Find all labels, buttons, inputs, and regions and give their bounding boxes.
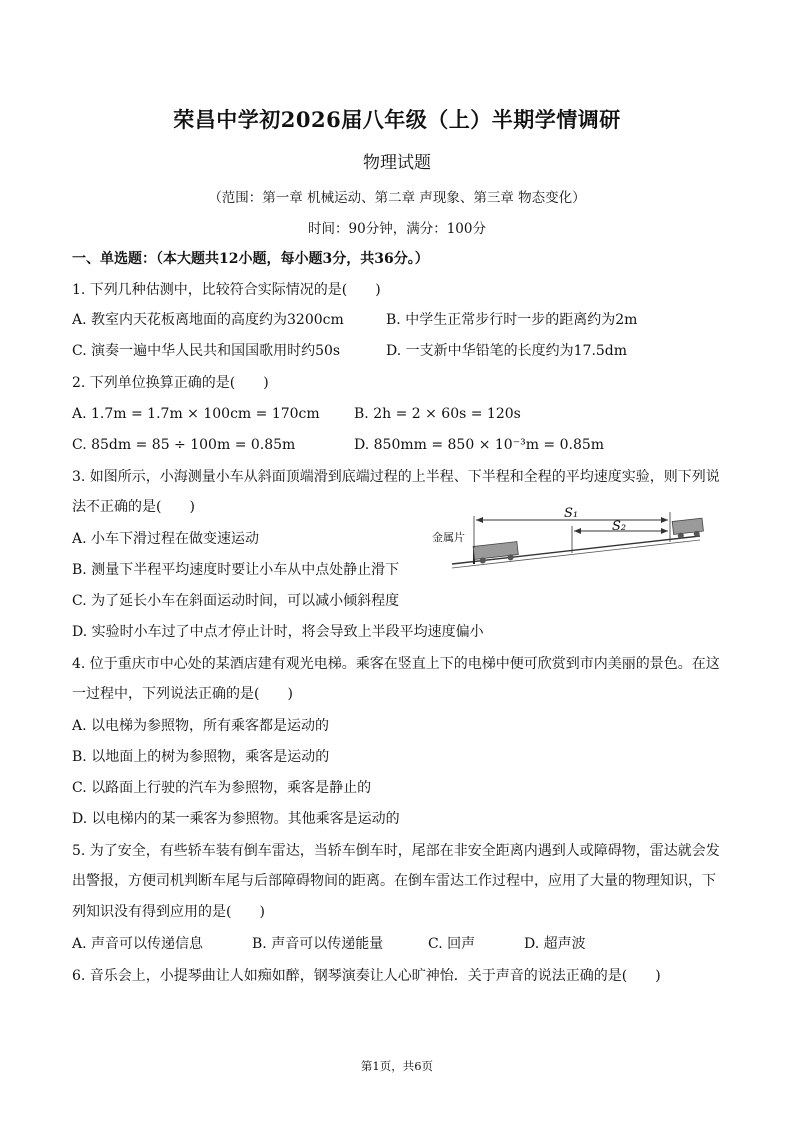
- q2-option-c: C. 85dm = 85 ÷ 100m = 0.85m: [72, 437, 296, 453]
- exam-subtitle: 物理试题: [363, 153, 431, 173]
- exam-title: 荣昌中学初2026届八年级（上）半期学情调研: [173, 107, 621, 132]
- q2-option-b: B. 2h = 2 × 60s = 120s: [354, 406, 521, 422]
- q5-option-a: A. 声音可以传递信息: [72, 936, 204, 952]
- q2-option-a: A. 1.7m = 1.7m × 100cm = 170cm: [72, 406, 320, 422]
- q6-stem: 6. 音乐会上，小提琴曲让人如痴如醉，钢琴演奏让人心旷神怡．关于声音的说法正确的是( ): [72, 968, 661, 984]
- metal-plate-label: 金属片: [432, 531, 465, 544]
- s2-label: S₂: [612, 519, 627, 534]
- page-footer: 第1页，共6页: [360, 1059, 434, 1073]
- q5-stem-line2: 出警报，方便司机判断车尾与后部障碍物间的距离。在倒车雷达工作过程中，应用了大量的物理知识，下: [72, 873, 716, 889]
- q2-stem: 2. 下列单位换算正确的是( ): [72, 375, 269, 391]
- exam-time: 时间：90分钟，满分：100分: [308, 221, 486, 237]
- q3-option-a: A. 小车下滑过程在做变速运动: [72, 531, 260, 547]
- q1-option-d: D. 一支新中华铅笔的长度约为17.5dm: [386, 343, 628, 359]
- q5-stem-line1: 5. 为了安全，有些轿车装有倒车雷达，当轿车倒车时，尾部在非安全距离内遇到人或障碍物，雷达就会发: [72, 843, 720, 859]
- q4-option-d: D. 以电梯内的某一乘客为参照物。其他乘客是运动的: [72, 811, 400, 827]
- s1-label: S₁: [564, 506, 579, 521]
- section-heading: 一、单选题：（本大题共12小题，每小题3分，共36分。）: [72, 251, 429, 267]
- q3-stem-line1: 3. 如图所示，小海测量小车从斜面顶端滑到底端过程的上半程、下半程和全程的平均速度实验，则下列说: [72, 469, 720, 485]
- q5-stem-line3: 列知识没有得到应用的是( ): [72, 904, 265, 920]
- q1-stem: 1. 下列几种估测中，比较符合实际情况的是( ): [72, 282, 381, 298]
- q4-stem-line2: 一过程中，下列说法正确的是( ): [72, 686, 293, 702]
- q3-option-c: C. 为了延长小车在斜面运动时间，可以减小倾斜程度: [72, 593, 400, 609]
- q1-option-b: B. 中学生正常步行时一步的距离约为2m: [386, 312, 638, 328]
- q4-option-b: B. 以地面上的树为参照物，乘客是运动的: [72, 749, 330, 765]
- q4-option-c: C. 以路面上行驶的汽车为参照物，乘客是静止的: [72, 780, 372, 796]
- q2-option-d: D. 850mm = 850 × 10⁻³m = 0.85m: [354, 437, 605, 453]
- incline-figure: [430, 498, 705, 582]
- q3-stem-line2: 法不正确的是( ): [72, 499, 195, 515]
- q4-stem-line1: 4. 位于重庆市中心处的某酒店建有观光电梯。乘客在竖直上下的电梯中便可欣赏到市内美丽的景色。在这: [72, 656, 720, 672]
- q5-option-b: B. 声音可以传递能量: [252, 936, 384, 952]
- q3-option-b: B. 测量下半程平均速度时要让小车从中点处静止滑下: [72, 562, 400, 578]
- q5-option-c: C. 回声: [428, 936, 476, 952]
- q1-option-a: A. 教室内天花板离地面的高度约为3200cm: [72, 312, 344, 328]
- q4-option-a: A. 以电梯为参照物，所有乘客都是运动的: [72, 718, 330, 734]
- q5-option-d: D. 超声波: [524, 936, 586, 952]
- q1-option-c: C. 演奏一遍中华人民共和国国歌用时约50s: [72, 343, 341, 359]
- exam-range: （范围：第一章 机械运动、第二章 声现象、第三章 物态变化）: [208, 190, 586, 206]
- q3-option-d: D. 实验时小车过了中点才停止计时，将会导致上半段平均速度偏小: [72, 624, 484, 640]
